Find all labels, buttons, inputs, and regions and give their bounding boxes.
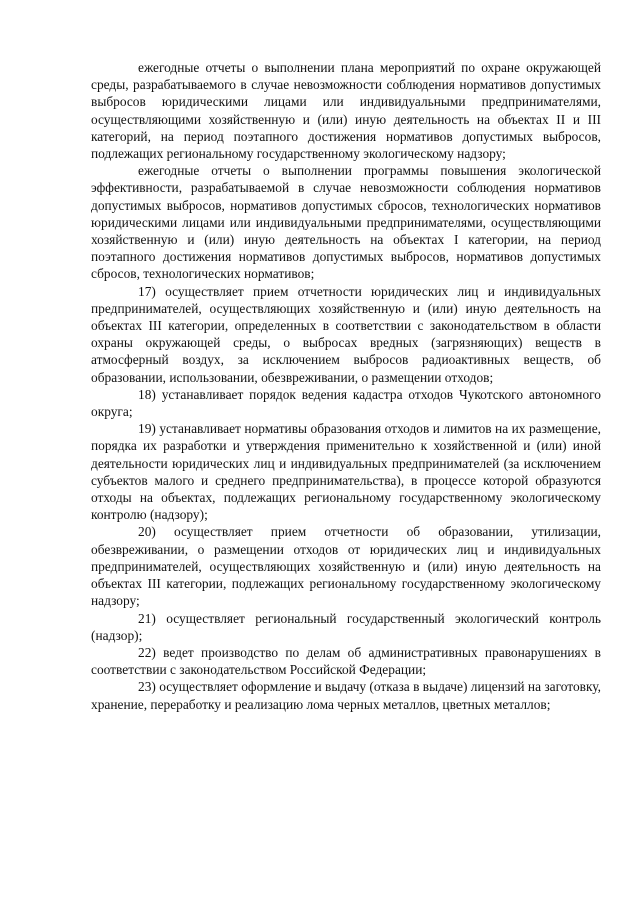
paragraph-item-23: 23) осуществляет оформление и выдачу (отказа в выдаче) лицензий на заготовку, хранение, переработку и реализацию лома черных металлов, цветных металлов; bbox=[91, 679, 601, 712]
paragraph-item-17: 17) осуществляет прием отчетности юридических лиц и индивидуальных предпринимателей, осуществляющих хозяйственную и (или) иную деятельность на объектах III категории, определенных в соответствии с законодательством в области охраны окружающей среды, о выбросах вредных (загрязняющих) веществ в атмосферный воздух, за исключением выбросов радиоактивных веществ, об образовании, использовании, обезвреживании, о размещении отходов; bbox=[91, 283, 601, 385]
paragraph-program-reports: ежегодные отчеты о выполнении программы повышения экологической эффективности, разрабатываемой в случае невозможности соблюдения нормативов допустимых выбросов, нормативов допустимых сбросов, технологических нормативов юридическими лицами или индивидуальными предпринимателями, осуществляющими хозяйственную и (или) иную деятельность на объектах I категории, на период поэтапного достижения нормативов допустимых выбросов, нормативов допустимых сбросов, технологических нормативов; bbox=[91, 163, 601, 282]
paragraph-plan-reports: ежегодные отчеты о выполнении плана мероприятий по охране окружающей среды, разрабатываемого в случае невозможности соблюдения нормативов допустимых выбросов юридическими лицами или индивидуальными предпринимателями, осуществляющими хозяйственную и (или) иную деятельность на объектах II и III категорий, на период поэтапного достижения нормативов допустимых выбросов, подлежащих региональному государственному экологическому надзору; bbox=[91, 60, 601, 162]
paragraph-item-20: 20) осуществляет прием отчетности об образовании, утилизации, обезвреживании, о размещении отходов от юридических лиц и индивидуальных предпринимателей, осуществляющих хозяйственную и (или) иную деятельность на объектах III категории, подлежащих региональному государственному экологическому надзору; bbox=[91, 524, 601, 609]
paragraph-item-22: 22) ведет производство по делам об административных правонарушениях в соответствии с законодательством Российской Федерации; bbox=[91, 644, 601, 678]
paragraph-item-21: 21) осуществляет региональный государственный экологический контроль (надзор); bbox=[91, 610, 601, 643]
paragraph-item-18: 18) устанавливает порядок ведения кадастра отходов Чукотского автономного округа; bbox=[91, 386, 601, 420]
paragraph-item-19: 19) устанавливает нормативы образования отходов и лимитов на их размещение, порядка их разработки и утверждения применительно к хозяйственной и (или) иной деятельности юридических лиц и индивидуальных предпринимателей (за исключением субъектов малого и среднего предпринимательства), в процессе которой образуются отходы на объектах, подлежащих региональному государственному экологическому контролю (надзору); bbox=[91, 421, 601, 523]
document-page bbox=[91, 59, 601, 713]
